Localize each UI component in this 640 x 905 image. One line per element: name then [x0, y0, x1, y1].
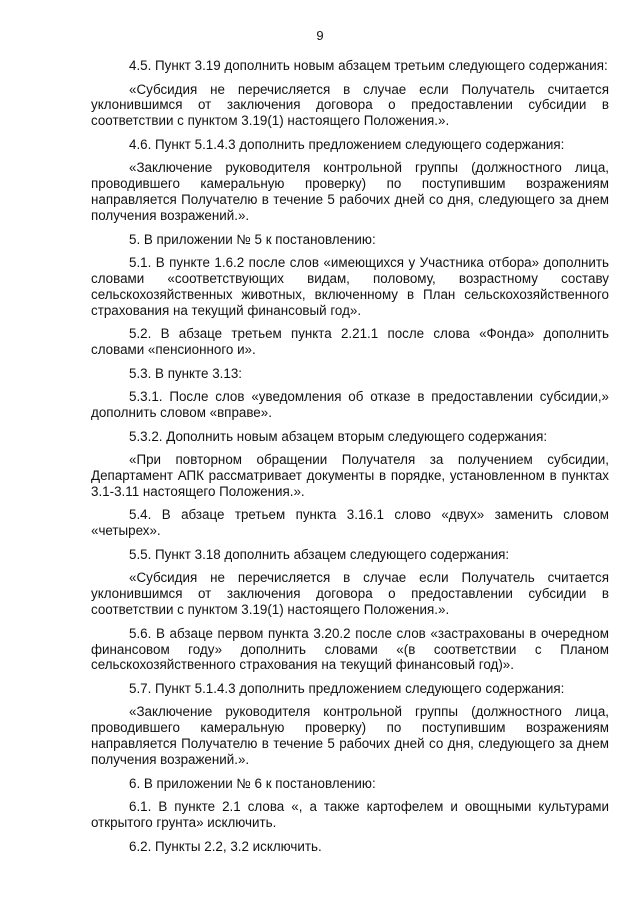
paragraph: «Субсидия не перечисляется в случае если Получатель считается уклонившимся от заключения договора о предоставлении субсидии в соответствии с пунктом 3.19(1) настоящего Положения.». — [91, 570, 609, 618]
document-body — [91, 58, 609, 862]
paragraph: 5.3.2. Дополнить новым абзацем вторым следующего содержания: — [129, 428, 548, 444]
paragraph: 5.7. Пункт 5.1.4.3 дополнить предложением следующего содержания: — [129, 680, 565, 696]
paragraph: 5. В приложении № 5 к постановлению: — [129, 231, 376, 247]
paragraph: 4.6. Пункт 5.1.4.3 дополнить предложением следующего содержания: — [129, 136, 565, 152]
paragraph: 5.4. В абзаце третьем пункта 3.16.1 слово «двух» заменить словом «четырех». — [91, 507, 609, 539]
paragraph: 4.5. Пункт 3.19 дополнить новым абзацем третьим следующего содержания: — [129, 58, 608, 73]
paragraph: 5.3. В пункте 3.13: — [129, 365, 242, 381]
paragraph: 5.2. В абзаце третьем пункта 2.21.1 после слова «Фонда» дополнить словами «пенсионного и». — [91, 326, 609, 358]
paragraph: 6. В приложении № 6 к постановлению: — [129, 775, 376, 791]
paragraph: «Субсидия не перечисляется в случае если Получатель считается уклонившимся от заключения договора о предоставлении субсидии в соответствии с пунктом 3.19(1) настоящего Положения.». — [91, 81, 609, 129]
paragraph: «При повторном обращении Получателя за получением субсидии, Департамент АПК рассматривает документы в порядке, установленном в пунктах 3.1-3.11 настоящего Положения.». — [91, 452, 609, 499]
paragraph: 6.2. Пункты 2.2, 3.2 исключить. — [129, 838, 322, 854]
paragraph: 5.6. В абзаце первом пункта 3.20.2 после слов «застрахованы в очередном финансовом году» дополнить словами «(в соответствии с Планом сельскохозяйственного страхования на текущий финансовый год)». — [91, 625, 609, 673]
paragraph: 5.1. В пункте 1.6.2 после слов «имеющихся у Участника отбора» дополнить словами «соответствующих видам, половому, возрастному составу сельскохозяйственных животных, включенному в План сельскохозяйственного страхования на текущий финансовый год». — [91, 255, 609, 318]
paragraph: «Заключение руководителя контрольной группы (должностного лица, проводившего камеральную проверку) по поступившим возражениям направляется Получателю в течение 5 рабочих дней со дня, следующего за днем получения возражений.». — [91, 160, 609, 224]
page-number: 9 — [316, 28, 324, 43]
paragraph: 5.3.1. После слов «уведомления об отказе в предоставлении субсидии,» дополнить словом «вправе». — [91, 389, 609, 421]
paragraph: 5.5. Пункт 3.18 дополнить абзацем следующего содержания: — [129, 546, 510, 562]
paragraph: 6.1. В пункте 2.1 слова «, а также картофелем и овощными культурами открытого грунта» исключить. — [91, 799, 609, 831]
paragraph: «Заключение руководителя контрольной группы (должностного лица, проводившего камеральную проверку) по поступившим возражениям направляется Получателю в течение 5 рабочих дней со дня, следующего за днем получения возражений.». — [91, 704, 609, 768]
